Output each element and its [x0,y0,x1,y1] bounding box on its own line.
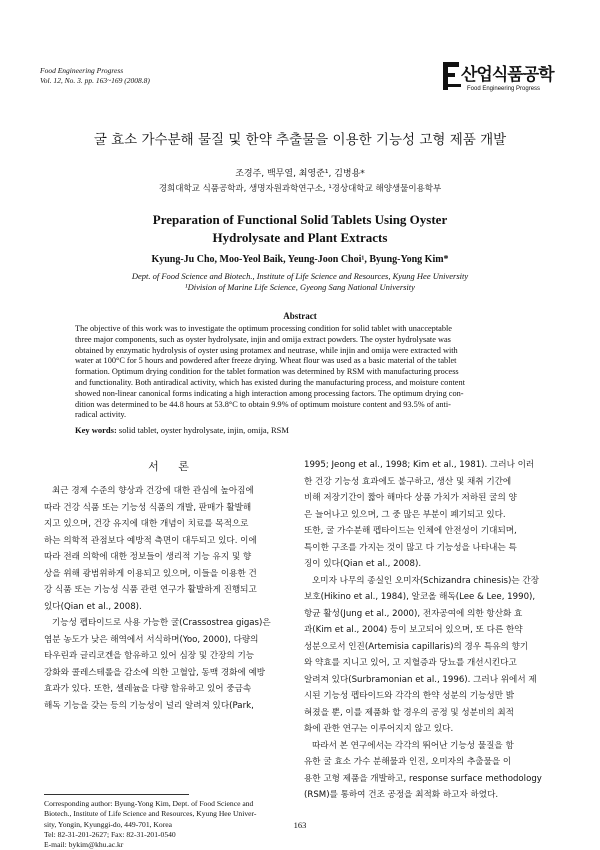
body-line: 강 식품 또는 기능성 식품 관련 연구가 활발하게 진행되고 [44,585,257,595]
body-line: 또한, 굴 가수분해 펩타이드는 인체에 안전성이 기대되며, [304,526,517,536]
paper-title-en [0,211,600,247]
affiliation-en-line: Dept. of Food Science and Biotech., Institute of Life Science and Resources, Kyung Hee University [131,271,469,281]
keywords [75,425,289,435]
affiliation-en-line: ¹Division of Marine Life Science, Gyeong Sang National University [185,282,415,292]
body-line: 해독 기능을 갖는 등의 기능성이 널리 알려져 있다(Park, [44,700,254,711]
abstract-line: dition was determined to be 44.8 hours at 53.8°C to obtain 9.9% of optimum moisture content and 93.5% of anti- [75,399,451,409]
affiliation-kr: 경희대학교 식품공학과, 생명자원과학연구소, ¹경상대학교 해양생물이용학부 [158,184,442,194]
body-line: 하는 의학적 관점보다 예방적 측면이 대두되고 있다. 이에 [44,535,257,546]
body-line: 유한 굴 효소 가수 분해물과 인진, 오미자의 추출물을 이 [304,757,512,767]
affiliation-en [0,271,600,293]
abstract-body [75,324,525,421]
body-line: 특이한 구조를 가지는 것이 많고 다 기능성을 나타내는 특 [304,542,517,553]
abstract-line: The objective of this work was to investigate the optimum processing condition for solid tablet with unacceptable [75,324,452,333]
body-line: 따라 건강 식품 또는 기능성 식품의 개발, 판매가 활발해 [44,502,252,513]
body-line: 상을 위해 광범위하게 이용되고 있으며, 이들을 이용한 건 [44,568,257,579]
journal-header [40,66,150,86]
abstract-line: obtained by enzymatic hydrolysis of oyster using protamex and neutrase, while injin and omija were extracted with [75,345,458,355]
footnote-line: Biotech., Institute of Life Science and Resources, Kyung Hee Univer- [44,809,257,819]
body-line: 징이 있다(Qian et al., 2008). [304,559,422,569]
body-line: 시된 기능성 펩타이드와 각각의 한약 성분의 기능성만 밝 [304,691,515,701]
abstract-line: water at 100°C for 5 hours and powdered after freeze drying. Wheat flour was used as a basic material of the tablet [75,356,457,366]
abstract-line: formation. Optimum drying condition for the tablet formation was determined by RSM with manufacturing process [75,367,459,377]
body-line: 성분으로서 인진(Artemisia capillaris)의 경우 특유의 향기 [304,641,529,652]
journal-name: Food Engineering Progress [40,66,124,75]
body-line: 따라서 본 연구에서는 각각의 뛰어난 기능성 물질을 함 [312,740,514,751]
keywords-text: solid tablet, oyster hydrolysate, injin, omija, RSM [118,425,289,435]
body-line: 과(Kim et al., 2004) 등이 보고되어 있으며, 또 다른 한약 [304,625,523,635]
body-line: 한 건강 기능성 효과에도 불구하고, 생산 및 채취 기간에 [304,476,512,487]
body-line: 강화와 콜레스테롤을 감소에 의한 고혈압, 동맥 경화에 예방 [44,667,266,678]
body-line: 최근 경제 수준의 향상과 건강에 대한 관심에 높아짐에 [52,486,254,496]
body-line: 용한 고형 제품을 개발하고, response surface methodology [304,773,542,784]
abstract-line: three major components, such as oyster hydrolysate, injin and omija extract powders. The oyster hydrolysate was [75,334,451,344]
body-line: 기능성 펩타이드로 사용 가능한 굴(Crassostrea gigas)은 [52,618,271,628]
authors-en: Kyung-Ju Cho, Moo-Yeol Baik, Yeung-Joon Choi¹, Byung-Yong Kim* [151,254,449,265]
title-en-line: Hydrolysate and Plant Extracts [212,230,388,245]
body-line: 염분 농도가 낮은 해역에서 서식하며(Yoo, 2000), 다량의 [44,634,259,645]
body-line: 은 늘어나고 있으며, 그 중 많은 부분이 폐기되고 있다. [304,509,506,520]
body-line: 있다(Qian et al., 2008). [44,601,142,612]
abstract-heading: Abstract [283,311,317,321]
body-line: 효과가 있다. 또한, 셀레늄을 다량 함유하고 있어 중금속 [44,684,252,694]
footnote-divider [44,794,189,795]
body-line: 혀졌을 뿐, 이를 제품화 할 경우의 공정 및 성분비의 최적 [304,707,514,718]
body-column-left [44,483,301,714]
paper-title-kr: 굴 효소 가수분해 물질 및 한약 추출물을 이용한 기능성 고형 제품 개발 [93,132,507,148]
body-line: (RSM)를 통하여 건조 공정을 최적화 하고자 하였다. [304,790,499,800]
logo-mark-icon [443,62,463,90]
body-line: 비해 저장기간이 짧아 해마다 상품 가치가 저하된 굴의 양 [304,493,517,503]
abstract-line: radical activity. [75,410,127,420]
keywords-label: Key words: [75,425,117,435]
footnote-line: Tel: 82-31-201-2627; Fax: 82-31-201-0540 [44,829,176,839]
body-line: 알려져 있다(Surbramonian et al., 1996). 그러나 위에서 제 [304,674,537,685]
abstract-line: showed non-linear canonical forms indicating a high interaction among processing factors. The optimum drying con- [75,388,464,398]
logo-text-en: Food Engineering Progress [467,86,541,92]
footnote-line: E-mail: bykim@khu.ac.kr [44,840,124,850]
body-line: 항균 활성(Jung et al., 2000), 전자공여에 의한 항산화 효 [304,608,523,619]
section-heading-introduction: 서 론 [148,460,197,473]
title-en-line: Preparation of Functional Solid Tablets Using Oyster [152,212,448,227]
logo-text-kr: 산업식품공학 [461,65,554,85]
body-column-right [304,457,561,804]
body-line: 따라 전래 의학에 대한 정보들이 생리적 기능 유지 및 향 [44,552,252,562]
body-line: 타우린과 글리코겐을 함유하고 있어 심장 및 간장의 기능 [44,651,255,661]
body-line: 1995; Jeong et al., 1998; Kim et al., 1981). 그러나 이러 [304,460,535,470]
journal-volume: Vol. 12, No. 3. pp. 163~169 (2008.8) [40,76,150,85]
footnote-line: Corresponding author: Byung-Yong Kim, Dept. of Food Science and [44,799,254,808]
abstract-line: and functionality. Both antiradical activity, which has existed during the manufacturing process, and moisture content [75,377,465,387]
body-line: 보호(Hikino et al., 1984), 알코올 해독(Lee & Lee, 1990), [304,592,536,602]
journal-logo [443,60,568,98]
authors-kr: 조경주, 백무열, 최영준¹, 김병용* [235,169,365,179]
body-line: 오미자 나무의 종실인 오미자(Schizandra chinesis)는 간장 [312,575,540,586]
body-line: 화에 관한 연구는 이루어지지 않고 있다. [304,724,454,734]
page-number: 163 [293,820,307,830]
footnote-line: sity, Yongin, Kyunggi-do, 449-701, Korea [44,819,172,829]
body-line: 지고 있으며, 건강 유지에 대한 개념이 치료를 목적으로 [44,519,249,529]
body-line: 와 약효를 지니고 있어, 고 지혈증과 당뇨를 개선시킨다고 [304,658,517,668]
